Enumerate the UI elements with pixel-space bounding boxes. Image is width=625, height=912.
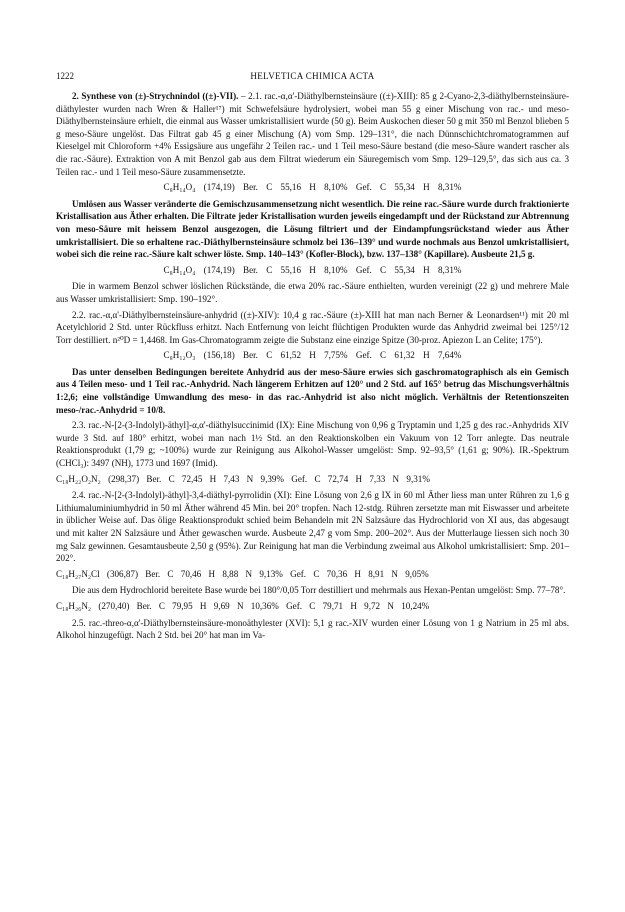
analysis-formula-3: C₈H₁₂O₃ (156,18) Ber. C 61,52 H 7,75% Gef. C 61,32 H 7,64% [163, 350, 462, 361]
running-header [56, 70, 569, 84]
paragraph-2-1-text: – 2.1. rac.-α,α'-Diäthylbernsteinsäure ((±)-XIII): 85 g 2-Cyano-2,3-diäthylbernsteinsäure-diäthylester wurden nach Wren & Haller¹⁷) mit Schwefelsäure hydrolysiert, wobei man 55 g einer Mischung von rac.- und meso-Diäthylbernsteinsäure erhielt, die einmal aus Wasser umkristallisiert wurde (50 g). Beim Auskochen dieser 50 g mit 350 ml Benzol blieben 5 g meso-Säure ungelöst. Das Filtrat gab 45 g einer Mischung (A) vom Smp. 129–131°, die nach Dünnschichtchromatogrammen auf Kieselgel mit Chloroform +4% Essigsäure aus ungefähr 2 Teilen rac.- und 1 Teil meso-Säure bestand (die meso-Säure wandert rascher als die rac.-Säure). Extraktion von A mit Benzol gab aus dem Filtrat wiederum ein Säuregemisch vom Smp. 129–129,5°, das sich aus ca. 3 Teilen rac.- und 1 Teil meso-Säure zusammensetzte. [56, 91, 569, 177]
journal-title: HELVETICA CHIMICA ACTA [250, 71, 375, 81]
analysis-formula-5: C₁₈H₂₇N₂Cl (306,87) Ber. C 70,46 H 8,88 N 9,13% Gef. C 70,36 H 8,91 N 9,05% [56, 568, 429, 579]
paragraph-2-4: 2.4. rac.-N-[2-(3-Indolyl)-äthyl]-3,4-diäthyl-pyrrolidin (XI): Eine Lösung von 2,6 g IX in 60 ml Äther liess man unter Rühren zu 1,6 g Lithiumaluminiumhydrid in 50 ml Äther während 45 Min. bei 20° tropfen. Nach 12-stdg. Rühren zersetzte man mit Eiswasser und arbeitete in üblicher Weise auf. Das ölige Reaktionsprodukt schied beim Behandeln mit 2N Salzsäure das Hydrochlorid von XI aus, das abgesaugt und mit kalter 2N Salzsäure und Äther gewaschen wurde. Ausbeute 2,47 g vom Smp. 200–202°. Aus der Mutterlauge liessen sich noch 30 mg Salz gewinnen. Gesamtausbeute 2,50 g (95%). Zur Reinigung hat man die Verbindung zweimal aus Alkohol umkristallisiert: Smp. 201–202°. [56, 490, 569, 564]
paragraph-2-1c: Die in warmem Benzol schwer löslichen Rückstände, die etwa 20% rac.-Säure enthielten, wurden vereinigt (22 g) und mehrere Male aus Wasser umkristallisiert: Smp. 190–192°. [56, 281, 569, 304]
analysis-formula-2: C₈H₁₄O₄ (174,19) Ber. C 55,16 H 8,10% Gef. C 55,34 H 8,31% [163, 264, 462, 275]
page-number: 1222 [56, 71, 74, 81]
article-body [56, 90, 569, 645]
paragraph-2-4b: Die aus dem Hydrochlorid bereitete Base wurde bei 180°/0,05 Torr destilliert und mehrmals aus Hexan-Pentan umgelöst: Smp. 77–78°. [72, 585, 566, 596]
paragraph-2-1 [56, 90, 569, 178]
analysis-formula-6: C₁₈H₂₆N₂ (270,40) Ber. C 79,95 H 9,69 N 10,36% Gef. C 79,71 H 9,72 N 10,24% [56, 600, 430, 611]
section-heading: 2. Synthese von (±)-Strychnindol ((±)-VII). [72, 91, 239, 101]
paragraph-2-2b: Das unter denselben Bedingungen bereitete Anhydrid aus der meso-Säure erwies sich gaschromatographisch als ein Gemisch aus 4 Teilen meso- und 1 Teil rac.-Anhydrid. Nach längerem Erhitzen auf 120° und 2 Std. auf 165° betrug das Mischungsverhältnis 1:2,6; eine vollständige Umwandlung des meso- in das rac.-Anhydrid ist also nicht möglich. Verhältnis der Retentionszeiten meso-/rac.-Anhydrid = 10/8. [56, 366, 569, 415]
paragraph-2-3: 2.3. rac.-N-[2-(3-Indolyl)-äthyl]-α,α'-diäthylsuccinimid (IX): Eine Mischung von 0,96 g Tryptamin und 1,25 g des rac.-Anhydrids XIV wurde 3 Std. auf 180° erhitzt, wobei man nach 1½ Std. an den Reaktionskolben ein Vakuum von 12 Torr anlegte. Das neutrale Reaktionsprodukt (1,79 g; ~100%) wurde zur Reinigung aus Alkohol-Wasser umgelöst: Smp. 92–93,5° (1,61 g; 90%). IR.-Spektrum (CHCl₃): 3497 (NH), 1773 und 1697 (Imid). [56, 420, 569, 469]
analysis-formula-4: C₁₈H₂₂O₂N₂ (298,37) Ber. C 72,45 H 7,43 N 9,39% Gef. C 72,74 H 7,33 N 9,31% [56, 473, 430, 484]
paragraph-2-5: 2.5. rac.-threo-α,α'-Diäthylbernsteinsäure-monoäthylester (XVI): 5,1 g rac.-XIV wurden einer Lösung von 1 g Natrium in 25 ml abs. Alkohol hinzugefügt. Nach 2 Std. bei 20° hat man im Va- [56, 617, 569, 641]
paragraph-2-2: 2.2. rac.-α,α'-Diäthylbernsteinsäure-anhydrid ((±)-XIV): 10,4 g rac.-Säure (±)-XIII hat man nach Berner & Leonardsen¹¹) mit 20 ml Acetylchlorid 2 Std. unter Rückfluss erhitzt. Nach Entfernung von leicht flüchtigen Produkten wurde das Anhydrid zweimal bei 125°/12 Torr destilliert. n²⁰D = 1,4468. Im Gas-Chromatogramm zeigte die Substanz eine einzige Spitze (30-proz. Apiezon L an Celite; 175°). [56, 309, 569, 345]
paragraph-2-1b: Umlösen aus Wasser veränderte die Gemischzusammensetzung nicht wesentlich. Die reine rac.-Säure wurde durch fraktionierte Kristallisation aus Äther erhalten. Die Filtrate jeder Kristallisation wurden jeweils eingedampft und der Rückstand zur Abtrennung von meso-Säure mit heissem Benzol ausgezogen, die Lösung filtriert und der Eindampfungsrückstand wieder aus Äther umkristallisiert. Die so erhaltene rac.-Diäthylbernsteinsäure schmolz bei 136–139° und wurde nochmals aus Benzol umkristallisiert, wobei sich die reine rac.-Säure kalt schwer löste. Smp. 140–143° (Kofler-Block), bzw. 137–138° (Kapillare). Ausbeute 21,5 g. [56, 198, 569, 260]
analysis-formula-1: C₈H₁₄O₄ (174,19) Ber. C 55,16 H 8,10% Gef. C 55,34 H 8,31% [163, 182, 462, 193]
